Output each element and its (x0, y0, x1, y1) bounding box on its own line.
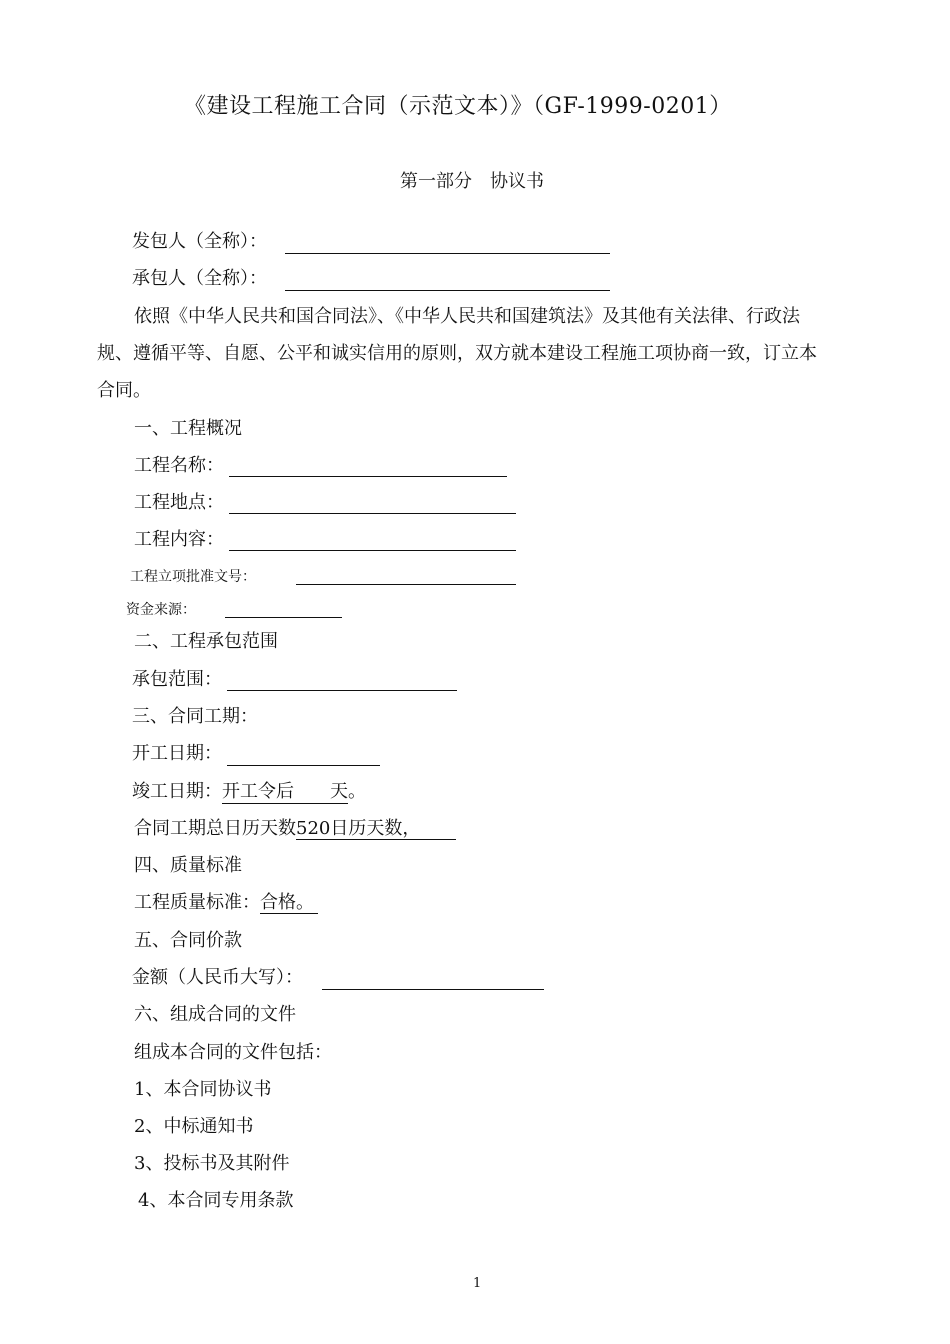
section-6-heading: 六、组成合同的文件 (134, 1004, 296, 1025)
quality-label: 工程质量标准： (134, 892, 260, 913)
project-location-blank (229, 513, 516, 514)
quality-value: 合格。 (260, 894, 318, 914)
employer-label: 发包人（全称）： (132, 231, 267, 252)
project-content-blank (229, 550, 516, 551)
document-item: 4、本合同专用条款 (138, 1190, 294, 1211)
part-heading: 第一部分 协议书 (400, 171, 544, 192)
completion-date-label: 竣工日期： (132, 781, 222, 802)
total-duration-row (134, 820, 456, 840)
start-date-label: 开工日期： (132, 743, 222, 764)
project-name-label: 工程名称： (134, 455, 224, 476)
section-3-heading: 三、合同工期： (132, 706, 258, 727)
section-5-heading: 五、合同价款 (134, 930, 242, 951)
completion-date-suffix: 。 (348, 781, 366, 802)
amount-label: 金额（人民币大写）： (132, 967, 303, 988)
completion-date-value: 开工令后 天 (222, 781, 348, 802)
approval-number-label: 工程立项批准文号： (130, 569, 256, 585)
document-item: 3、投标书及其附件 (134, 1153, 290, 1174)
documents-intro: 组成本合同的文件包括： (134, 1042, 332, 1063)
project-location-label: 工程地点： (134, 492, 224, 513)
project-content-label: 工程内容： (134, 529, 224, 550)
total-duration-label: 合同工期总日历天数 (134, 818, 296, 839)
contractor-blank (285, 290, 610, 291)
funding-source-blank (225, 617, 342, 618)
preamble-line-3: 合同。 (97, 380, 151, 401)
section-2-heading: 二、工程承包范围 (134, 631, 278, 652)
preamble-line-2: 规、遵循平等、自愿、公平和诚实信用的原则，双方就本建设工程施工项协商一致，订立本 (97, 343, 817, 364)
preamble-line-1: 依照《中华人民共和国合同法》、《中华人民共和国建筑法》及其他有关法律、行政法 (134, 306, 800, 327)
completion-date-row (132, 783, 366, 801)
scope-blank (227, 690, 457, 691)
document-item: 1、本合同协议书 (134, 1079, 272, 1100)
funding-source-label: 资金来源： (126, 602, 196, 618)
total-duration-value: 520日历天数， (296, 820, 456, 840)
document-item: 2、中标通知书 (134, 1116, 254, 1137)
project-name-blank (229, 476, 507, 477)
document-title: 《建设工程施工合同（示范文本）》（GF-1999-0201） (184, 94, 732, 119)
contractor-label: 承包人（全称）： (132, 268, 267, 289)
employer-blank (285, 253, 610, 254)
start-date-blank (227, 765, 380, 766)
scope-label: 承包范围： (132, 669, 222, 690)
amount-blank (322, 989, 544, 990)
section-4-heading: 四、质量标准 (134, 855, 242, 876)
page-number: 1 (473, 1276, 482, 1291)
approval-number-blank (296, 584, 516, 585)
section-1-heading: 一、工程概况 (134, 418, 242, 439)
quality-row (134, 894, 318, 914)
